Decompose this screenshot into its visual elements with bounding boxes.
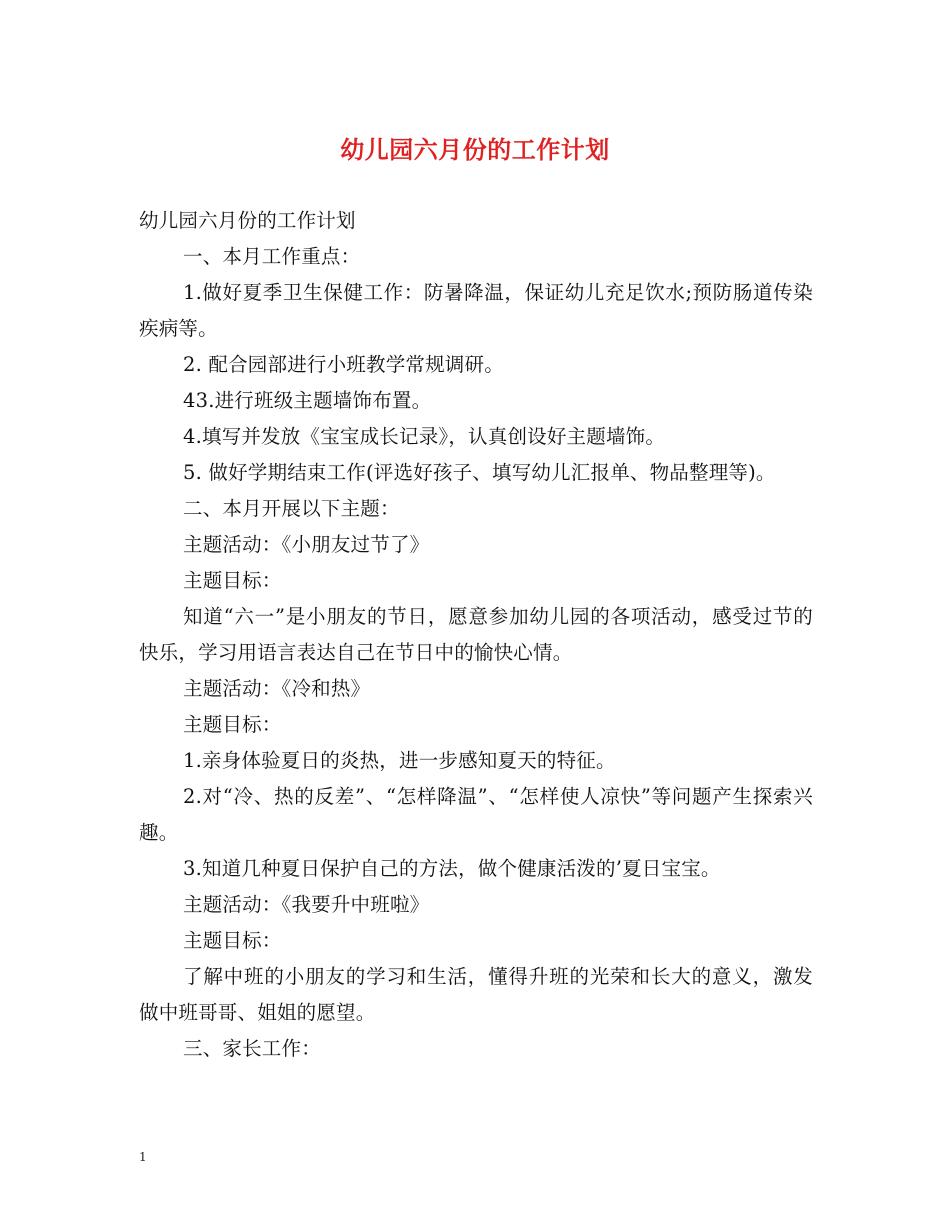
theme-goal-label: 主题目标： (183, 569, 282, 592)
paragraph-item: 2.对“冷、热的反差”、“怎样降温”、“怎样使人凉快”等问题产生探索兴趣。 (139, 785, 813, 844)
theme-goal-label: 主题目标： (183, 929, 282, 952)
theme-activity: 主题活动：《冷和热》 (183, 677, 371, 700)
paragraph-heading: 幼儿园六月份的工作计划 (139, 209, 356, 232)
theme-goal-label: 主题目标： (183, 713, 282, 736)
section-heading-focus: 一、本月工作重点： (183, 245, 361, 268)
paragraph-item: 2. 配合园部进行小班教学常规调研。 (183, 353, 504, 376)
paragraph-item: 1.亲身体验夏日的炎热，进一步感知夏天的特征。 (183, 749, 616, 772)
page-number: 1 (139, 1150, 147, 1164)
paragraph-item: 3.知道几种夏日保护自己的方法，做个健康活泼的’夏日宝宝。 (183, 857, 721, 880)
paragraph-item: 了解中班的小朋友的学习和生活，懂得升班的光荣和长大的意义，激发做中班哥哥、姐姐的愿望。 (139, 965, 813, 1024)
paragraph-item: 43.进行班级主题墙饰布置。 (183, 389, 432, 412)
paragraph-item: 5. 做好学期结束工作(评选好孩子、填写幼儿汇报单、物品整理等)。 (183, 461, 776, 484)
document-title: 幼儿园六月份的工作计划 (340, 136, 610, 164)
paragraph-item: 4.填写并发放《宝宝成长记录》，认真创设好主题墙饰。 (183, 425, 666, 448)
document-body (139, 203, 813, 1067)
section-heading-themes: 二、本月开展以下主题： (183, 497, 400, 520)
theme-activity: 主题活动：《小朋友过节了》 (183, 533, 430, 556)
paragraph-item: 1.做好夏季卫生保健工作：防暑降温，保证幼儿充足饮水;预防肠道传染疾病等。 (139, 281, 813, 340)
paragraph-item: 知道“六一”是小朋友的节日，愿意参加幼儿园的各项活动，感受过节的快乐，学习用语言表达自己在节日中的愉快心情。 (139, 605, 813, 664)
section-heading-parents: 三、家长工作： (183, 1037, 321, 1060)
theme-activity: 主题活动：《我要升中班啦》 (183, 893, 430, 916)
